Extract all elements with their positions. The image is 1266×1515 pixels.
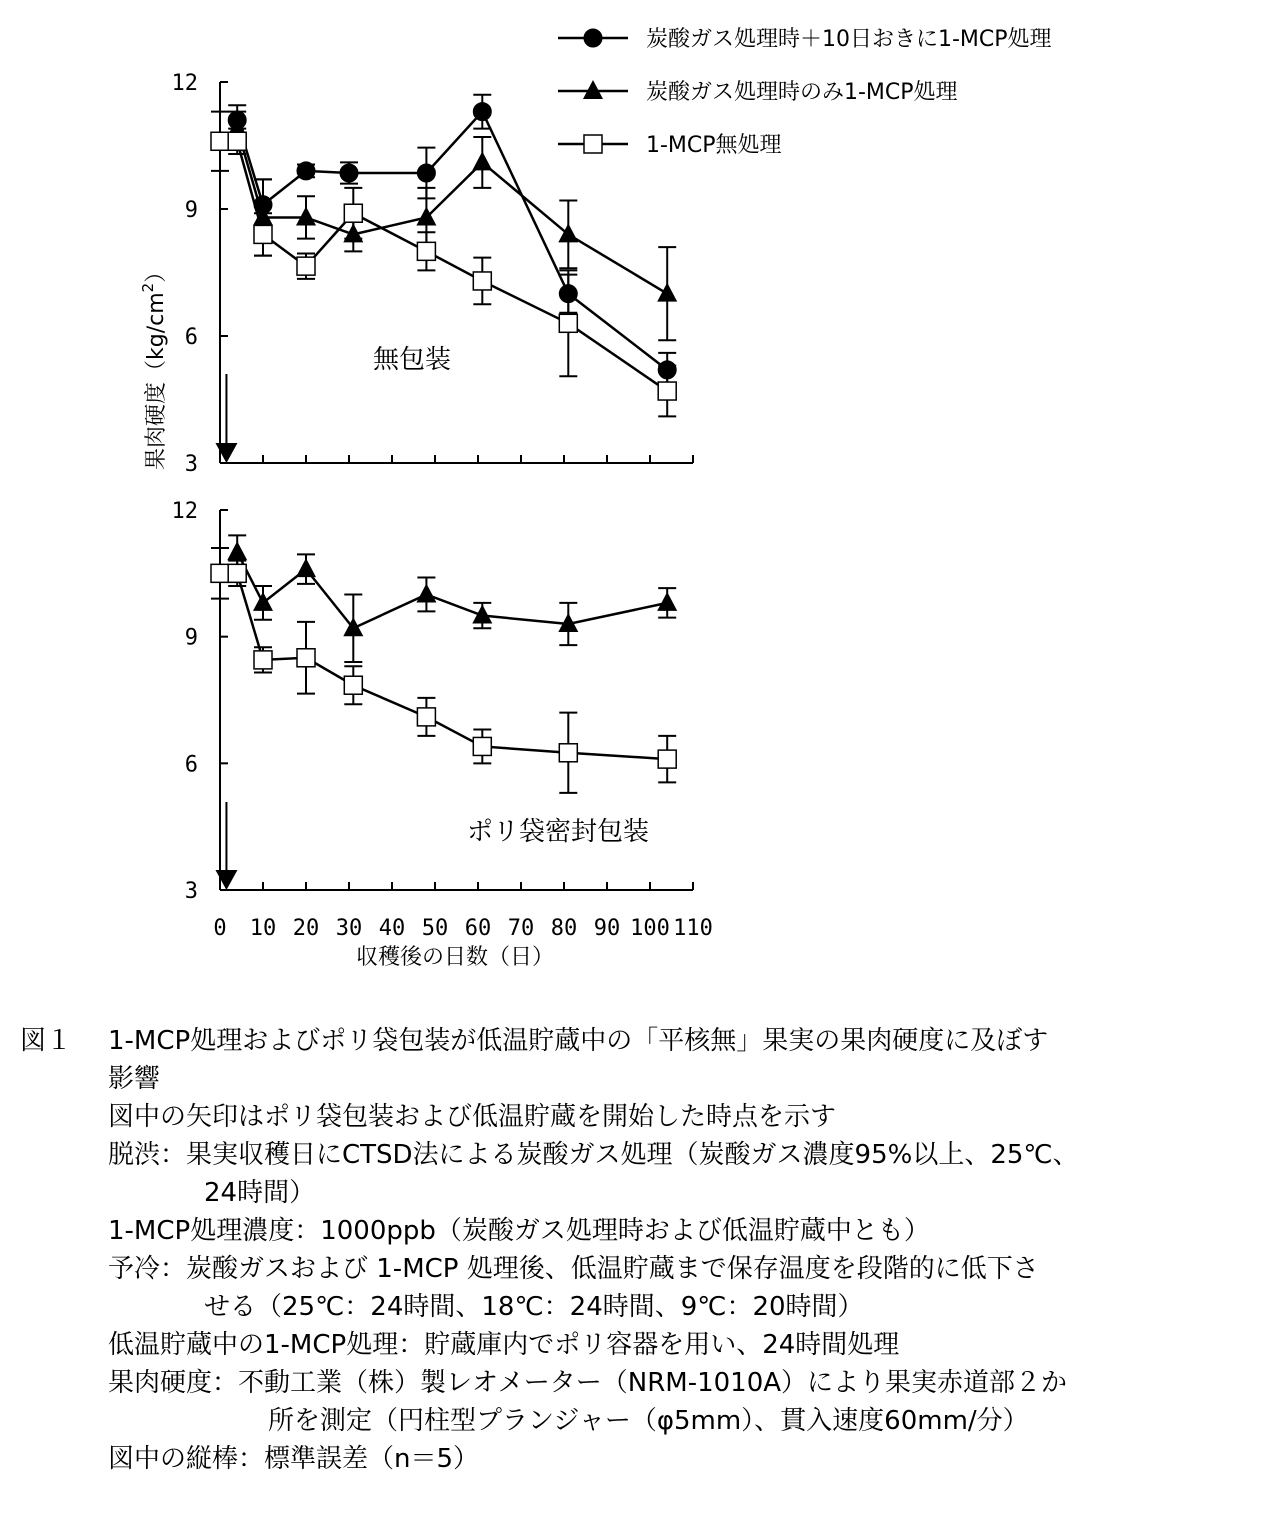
data-point-square	[473, 272, 491, 290]
data-point-square	[658, 750, 676, 768]
data-point-circle	[417, 164, 435, 182]
panel-label: ポリ袋密封包装	[466, 817, 650, 847]
data-point-triangle	[253, 592, 273, 611]
x-tick-label: 100	[630, 916, 670, 941]
figure-caption	[20, 1022, 1240, 1478]
data-point-square	[559, 744, 577, 762]
chart-panels	[172, 71, 713, 941]
y-axis-label-text: 果肉硬度（kg/cm	[144, 292, 169, 470]
data-point-square	[211, 564, 229, 582]
figure-label: 図１	[20, 1026, 73, 1056]
legend-item	[558, 27, 1052, 52]
legend-label: 炭酸ガス処理時のみ1-MCP処理	[646, 80, 958, 105]
data-point-circle	[340, 164, 358, 182]
data-point-triangle	[227, 541, 247, 560]
y-tick-label: 6	[184, 325, 198, 350]
y-tick-label: 12	[171, 71, 198, 96]
caption-line: 予冷：炭酸ガスおよび 1-MCP 処理後、低温貯蔵まで保存温度を段階的に低下さ	[108, 1254, 1039, 1284]
data-point-triangle	[296, 206, 316, 225]
panel-label: 無包装	[372, 345, 452, 375]
data-point-square	[559, 314, 577, 332]
data-point-square	[344, 204, 362, 222]
x-axis-label: 収穫後の日数（日）	[355, 945, 555, 970]
x-tick-label: 10	[249, 916, 277, 941]
x-tick-label: 40	[378, 916, 406, 941]
x-tick-label: 50	[421, 916, 449, 941]
x-tick-label: 0	[213, 916, 227, 941]
caption-title: 1-MCP処理およびポリ袋包装が低温貯蔵中の「平核無」果実の果肉硬度に及ぼす	[108, 1026, 1049, 1056]
data-point-square	[417, 708, 435, 726]
legend-item	[558, 80, 958, 105]
data-point-square	[254, 651, 272, 669]
panel-1	[172, 71, 694, 477]
data-point-circle	[473, 103, 491, 121]
y-tick-label: 3	[184, 879, 198, 904]
data-point-square	[473, 737, 491, 755]
arrow-head	[215, 443, 237, 463]
caption-line: 所を測定（円柱型プランジャー（φ5mm）、貫入速度60mm/分）	[268, 1406, 1029, 1436]
data-point-triangle	[657, 283, 677, 302]
x-tick-label: 70	[507, 916, 535, 941]
caption-line: 脱渋：果実収穫日にCTSD法による炭酸ガス処理（炭酸ガス濃度95%以上、25℃、	[108, 1140, 1079, 1170]
caption-line: 1-MCP処理濃度：1000ppb（炭酸ガス処理時および低温貯蔵中とも）	[108, 1216, 930, 1246]
legend-marker-square	[584, 135, 602, 153]
arrow-head	[215, 870, 237, 890]
legend-marker-triangle	[583, 80, 603, 99]
x-tick-label: 80	[550, 916, 578, 941]
data-point-triangle	[472, 151, 492, 170]
series-triangle	[227, 535, 677, 662]
x-tick-label: 20	[292, 916, 320, 941]
series-circle	[228, 95, 676, 387]
data-point-square	[228, 564, 246, 582]
data-point-square	[417, 242, 435, 260]
x-tick-label: 110	[673, 916, 713, 941]
y-tick-label: 3	[184, 452, 198, 477]
data-point-triangle	[558, 223, 578, 242]
series-line	[237, 552, 667, 628]
caption-line: せる（25℃：24時間、18℃：24時間、9℃：20時間）	[204, 1292, 864, 1322]
legend-item	[558, 133, 782, 158]
data-point-square	[297, 257, 315, 275]
y-tick-label: 9	[184, 625, 198, 651]
data-point-square	[211, 132, 229, 150]
y-tick-label: 12	[171, 499, 198, 524]
y-tick-label: 9	[184, 198, 198, 223]
caption-line: 24時間）	[204, 1178, 316, 1208]
x-tick-label: 60	[464, 916, 492, 941]
caption-line: 図中の縦棒：標準誤差（n＝5）	[108, 1444, 480, 1474]
data-point-square	[297, 649, 315, 667]
y-axis-label	[139, 261, 169, 470]
caption-line: 低温貯蔵中の1-MCP処理：貯蔵庫内でポリ容器を用い、24時間処理	[108, 1330, 900, 1360]
legend-marker-circle	[584, 29, 602, 47]
caption-line: 図中の矢印はポリ袋包装および低温貯蔵を開始した時点を示す	[108, 1102, 837, 1132]
data-point-square	[344, 676, 362, 694]
legend-label: 1-MCP無処理	[646, 133, 782, 158]
data-point-circle	[297, 162, 315, 180]
data-point-square	[228, 132, 246, 150]
x-tick-label: 90	[593, 916, 621, 941]
legend	[558, 27, 1052, 158]
data-point-triangle	[657, 592, 677, 611]
panel-2	[172, 499, 713, 941]
caption-line: 影響	[108, 1064, 161, 1094]
caption-line: 果肉硬度：不動工業（株）製レオメーター（NRM-1010A）により果実赤道部２か	[108, 1368, 1068, 1398]
data-point-square	[658, 382, 676, 400]
y-tick-label: 6	[184, 752, 198, 778]
x-tick-label: 30	[335, 916, 363, 941]
data-point-square	[254, 225, 272, 243]
caption-line	[20, 1022, 1240, 1060]
y-axis-label-sup: 2	[139, 282, 157, 293]
legend-label: 炭酸ガス処理時＋10日おきに1-MCP処理	[646, 27, 1052, 52]
y-axis-label-close: ）	[144, 260, 169, 283]
data-point-triangle	[296, 558, 316, 577]
series-square	[211, 548, 676, 793]
data-point-triangle	[416, 583, 436, 602]
